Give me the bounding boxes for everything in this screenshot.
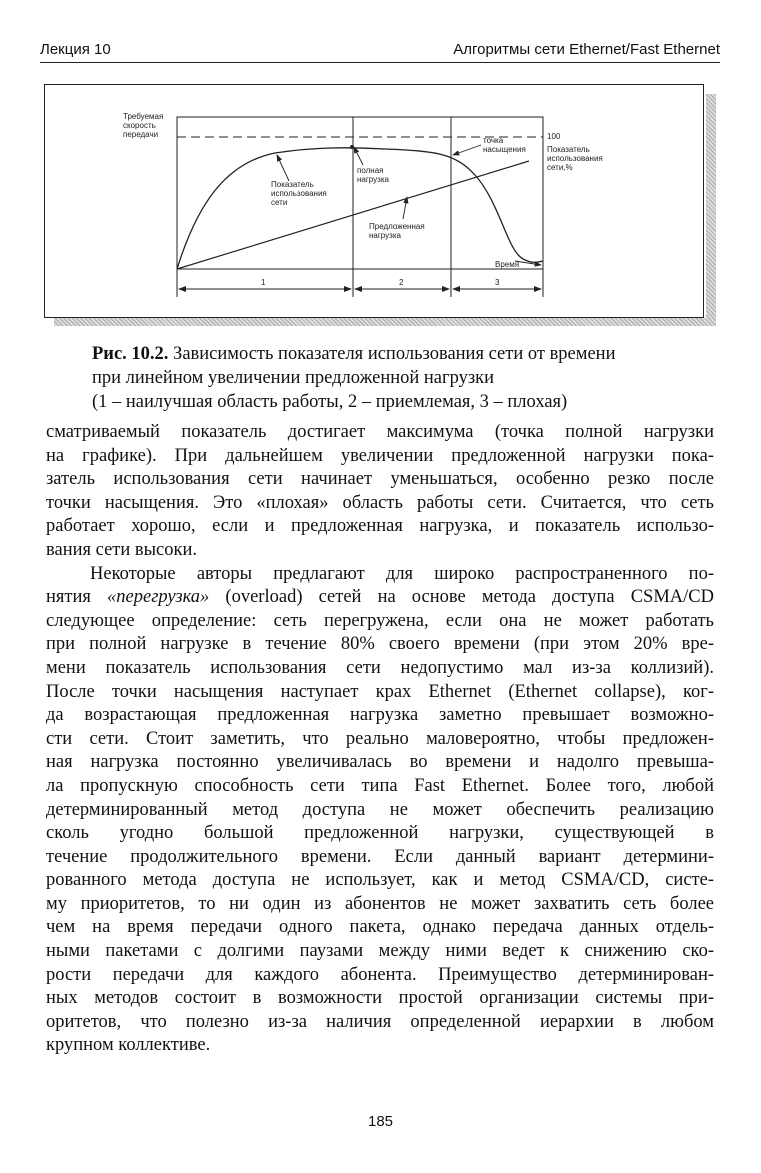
text-line: при полной нагрузке в течение 80% своего времени (при этом 20% вре- — [46, 634, 714, 655]
text-line: нятия «перегрузка» (overload) сетей на основе метода доступа CSMA/CD — [46, 587, 714, 608]
pointer-arrow — [354, 147, 363, 165]
region-label: 1 — [261, 278, 266, 287]
text-line: ными пакетами с долгими паузами между ними ведет к снижению ско- — [46, 941, 714, 962]
figure-shadow — [54, 318, 716, 326]
text-line: сматриваемый показатель достигает максимума (точка полной нагрузки — [46, 422, 714, 442]
svg-text:сети,%: сети,% — [547, 163, 573, 172]
text-line: рованного метода доступа не использует, как и метод CSMA/CD, систе- — [46, 870, 714, 891]
svg-text:нагрузка: нагрузка — [357, 175, 389, 184]
text-line: крупном коллективе. — [46, 1035, 211, 1056]
text-line: ная нагрузка постоянно увеличивалась во времени и надолго превыша- — [46, 752, 714, 773]
label-utilization: Показатель — [271, 180, 314, 189]
figure-frame — [44, 84, 704, 318]
text-line: точки насыщения. Это «плохая» область работы сети. Считается, что сеть — [46, 492, 714, 513]
figure-caption — [92, 342, 732, 414]
label-saturation-point: точка — [483, 136, 504, 145]
text-line: на графике). При дальнейшем увеличении предложенной нагрузки пока- — [46, 445, 714, 466]
svg-text:передачи: передачи — [123, 130, 159, 139]
text-line: затель использования сети начинает уменьшаться, особенно резко после — [46, 469, 714, 490]
text-line: да возрастающая предложенная нагрузка заметно превышает возможно- — [46, 705, 714, 726]
caption-title: Зависимость показателя использования сети от времени — [173, 344, 616, 364]
caption-legend: (1 – наилучшая область работы, 2 – приемлемая, 3 – плохая) — [92, 392, 568, 412]
text-line: ла пропускную способность сети типа Fast Ethernet. Более того, любой — [46, 775, 714, 796]
text-line: му приоритетов, то ни один из абонентов не может захватить сеть более — [46, 893, 714, 914]
text-line: оритетов, что полезно из-за наличия определенной иерархии в любом — [46, 1011, 714, 1032]
text-line: После точки насыщения наступает крах Ethernet (Ethernet collapse), ког- — [46, 681, 714, 702]
body-text — [46, 421, 714, 1058]
pointer-arrow — [453, 145, 481, 155]
svg-text:сети: сети — [271, 198, 288, 207]
svg-text:нагрузка: нагрузка — [369, 231, 401, 240]
text-line: чем на время передачи одного пакета, однако передача данных отдель- — [46, 917, 714, 938]
text-line: ных методов состоит в возможности простой организации системы при- — [46, 988, 714, 1009]
term-overload: «перегрузка» — [107, 587, 210, 608]
label-required-speed: Требуемая — [123, 112, 164, 121]
lecture-number: Лекция 10 — [40, 41, 111, 58]
region-label: 2 — [399, 278, 404, 287]
running-header — [40, 40, 720, 63]
utilization-diagram — [45, 85, 703, 317]
figure-number: Рис. 10.2. — [92, 344, 169, 364]
region-label: 3 — [495, 278, 500, 287]
label-offered-load: Предложенная — [369, 222, 425, 231]
pointer-arrow — [403, 197, 407, 219]
svg-text:использования: использования — [547, 154, 603, 163]
text-line: вания сети высоки. — [46, 539, 198, 560]
text-line: течение продолжительного времени. Если данный вариант детермини- — [46, 846, 714, 867]
caption-title-cont: при линейном увеличении предложенной нагрузки — [92, 368, 495, 388]
label-time-axis: Время — [495, 260, 520, 269]
figure — [40, 80, 720, 330]
right-axis-value: 100 — [547, 132, 561, 141]
label-right-axis: Показатель — [547, 145, 590, 154]
text-line: сти сети. Стоит заметить, что реально маловероятно, чтобы предложен- — [46, 728, 714, 749]
full-load-point — [350, 145, 354, 149]
text-line: рости передачи для каждого абонента. Преимущество детерминирован- — [46, 964, 714, 985]
figure-shadow — [706, 94, 716, 324]
text-line: сколь угодно большой предложенной нагрузки, существующей в — [46, 823, 714, 844]
svg-text:скорость: скорость — [123, 121, 156, 130]
text-line: следующее определение: сеть перегружена, если она не может работать — [46, 610, 714, 631]
text-line: детерминированный метод доступа не может обеспечить реализацию — [46, 799, 714, 820]
paragraph — [46, 563, 714, 1058]
label-full-load: полная — [357, 166, 384, 175]
text-line: мени показатель использования сети недопустимо мал из-за коллизий). — [46, 657, 714, 678]
paragraph — [46, 421, 714, 563]
page-number: 185 — [367, 1113, 394, 1130]
text-line: работает хорошо, если и предложенная нагрузка, и показатель использо- — [46, 516, 714, 537]
text-line: Некоторые авторы предлагают для широко распространенного по- — [90, 563, 714, 584]
chapter-title: Алгоритмы сети Ethernet/Fast Ethernet — [453, 41, 720, 58]
svg-text:использования: использования — [271, 189, 327, 198]
pointer-arrow — [277, 155, 289, 181]
svg-text:насыщения: насыщения — [483, 145, 526, 154]
